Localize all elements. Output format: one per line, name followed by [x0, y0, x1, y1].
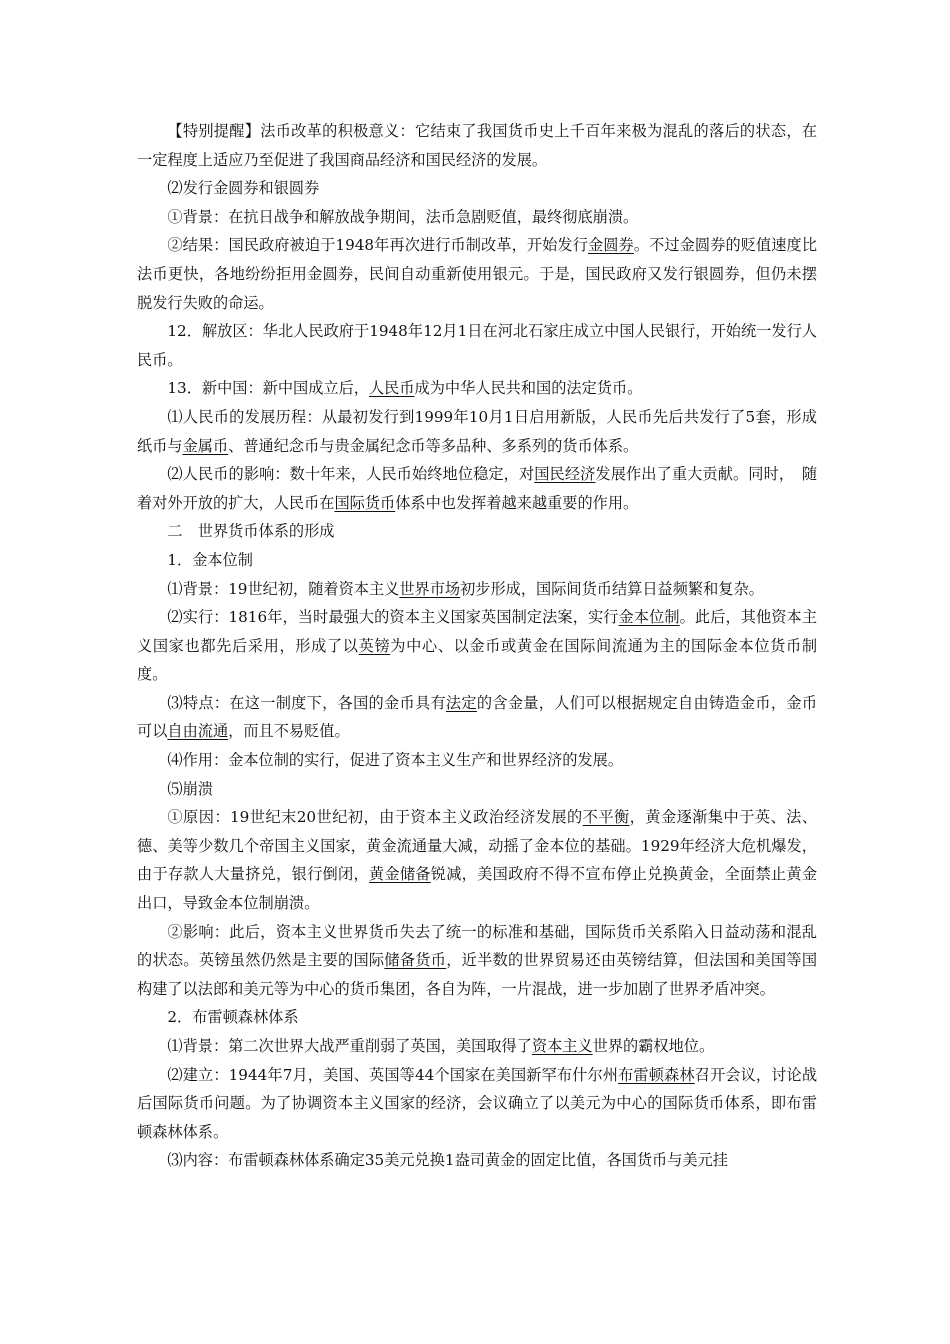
subsection-heading-bretton-woods: 2．布雷顿森林体系 [167, 1008, 299, 1027]
underlined-term: 金属币 [182, 436, 229, 455]
underlined-term: 储备货币 [384, 951, 447, 970]
underlined-term: 黄金储备 [368, 865, 431, 884]
underlined-term: 自由流通 [167, 722, 229, 741]
paragraph-collapse-causes: ①原因：19世纪末20世纪初，由于资本主义政治经济发展的不平衡，黄金逐渐集中于英、法、德、美等少数几个帝国主义国家，黄金流通量大减，动摇了金本位的基础。1929年经济大危机爆发，由于存款人大量挤兑，银行倒闭，黄金储备锐减，美国政府不得不宣布停止兑换黄金，全面禁止黄金出口，导致金本位制崩溃。 [137, 808, 818, 913]
paragraph-collapse-effects: ②影响：此后，资本主义世界货币失去了统一的标准和基础，国际货币关系陷入日益动荡和混乱的状态。英镑虽然仍然是主要的国际储备货币，近半数的世界贸易还由英镑结算，但法国和美国等国构建了以法郎和美元等为中心的货币集团，各自为阵，一片混战，进一步加剧了世界矛盾冲突。 [137, 922, 818, 998]
underlined-term: 布雷顿森林 [618, 1065, 695, 1084]
paragraph-rmb-history: ⑴人民币的发展历程：从最初发行到1999年10月1日启用新版，人民币先后共发行了5套，形成纸币与金属币、普通纪念币与贵金属纪念币等多品种、多系列的货币体系。 [137, 407, 817, 455]
paragraph-new-china: 13．新中国：新中国成立后，人民币成为中华人民共和国的法定货币。 [167, 379, 643, 398]
paragraph-rmb-impact: ⑵人民币的影响：数十年来，人民币始终地位稳定，对国民经济发展作出了重大贡献。同时， 随着对外开放的扩大，人民币在国际货币体系中也发挥着越来越重要的作用。 [137, 465, 818, 512]
underlined-term: 世界市场 [399, 579, 461, 598]
paragraph-bretton-woods-background: ⑴背景：第二次世界大战严重削弱了英国，美国取得了资本主义世界的霸权地位。 [167, 1037, 715, 1055]
paragraph-gold-standard-effect: ⑷作用：金本位制的实行，促进了资本主义生产和世界经济的发展。 [167, 751, 624, 770]
section-heading-world-currency: 二 世界货币体系的形成 [167, 522, 335, 541]
underlined-term: 资本主义 [531, 1037, 593, 1055]
underlined-term: 国民经济 [534, 465, 596, 484]
paragraph-gold-standard-implementation: ⑵实行：1816年，当时最强大的资本主义国家英国制定法案，实行金本位制。此后，其他资本主义国家也都先后采用，形成了以英镑为中心、以金币或黄金在国际间流通为主的国际金本位货币制度。 [137, 608, 818, 684]
underlined-term: 不平衡 [582, 808, 630, 827]
document-page [137, 117, 817, 1175]
underlined-term: 法定 [445, 693, 477, 712]
paragraph-gold-yuan-result: ②结果：国民政府被迫于1948年再次进行币制改革，开始发行金圆券。不过金圆券的贬值速度比法币更快，各地纷纷拒用金圆券，民间自动重新使用银元。于是，国民政府又发行银圆券，但仍未摆脱发行失败的命运。 [137, 236, 818, 312]
paragraph-gold-standard-background: ⑴背景：19世纪初，随着资本主义世界市场初步形成，国际间货币结算日益频繁和复杂。 [167, 579, 764, 598]
underlined-term: 英镑 [358, 636, 391, 655]
paragraph-bretton-woods-establishment: ⑵建立：1944年7月，美国、英国等44个国家在美国新罕布什尔州布雷顿森林召开会议，讨论战后国际货币问题。为了协调资本主义国家的经济，会议确立了以美元为中心的国际货币体系，即布雷顿森林体系。 [137, 1065, 818, 1141]
paragraph-gold-yuan-heading: ⑵发行金圆券和银圆券 [167, 179, 320, 198]
paragraph-gold-standard-collapse-heading: ⑸崩溃 [167, 779, 213, 798]
paragraph-gold-standard-features: ⑶特点：在这一制度下，各国的金币具有法定的含金量，人们可以根据规定自由铸造金币，金币可以自由流通，而且不易贬值。 [137, 693, 818, 741]
underlined-term: 国际货币 [334, 493, 396, 512]
underlined-term: 金本位制 [618, 608, 680, 627]
paragraph-bretton-woods-content: ⑶内容：布雷顿森林体系确定35美元兑换1盎司黄金的固定比值，各国货币与美元挂 [167, 1151, 728, 1170]
paragraph-liberated-area: 12．解放区：华北人民政府于1948年12月1日在河北石家庄成立中国人民银行，开始统一发行人民币。 [137, 322, 817, 369]
underlined-term: 金圆券 [587, 236, 634, 255]
paragraph-gold-yuan-background: ①背景：在抗日战争和解放战争期间，法币急剧贬值，最终彻底崩溃。 [167, 207, 639, 226]
underlined-term: 人民币 [368, 379, 415, 398]
subsection-heading-gold-standard: 1．金本位制 [167, 550, 253, 569]
paragraph-special-reminder: 【特别提醒】法币改革的积极意义：它结束了我国货币史上千百年来极为混乱的落后的状态，在一定程度上适应乃至促进了我国商品经济和国民经济的发展。 [137, 122, 817, 169]
